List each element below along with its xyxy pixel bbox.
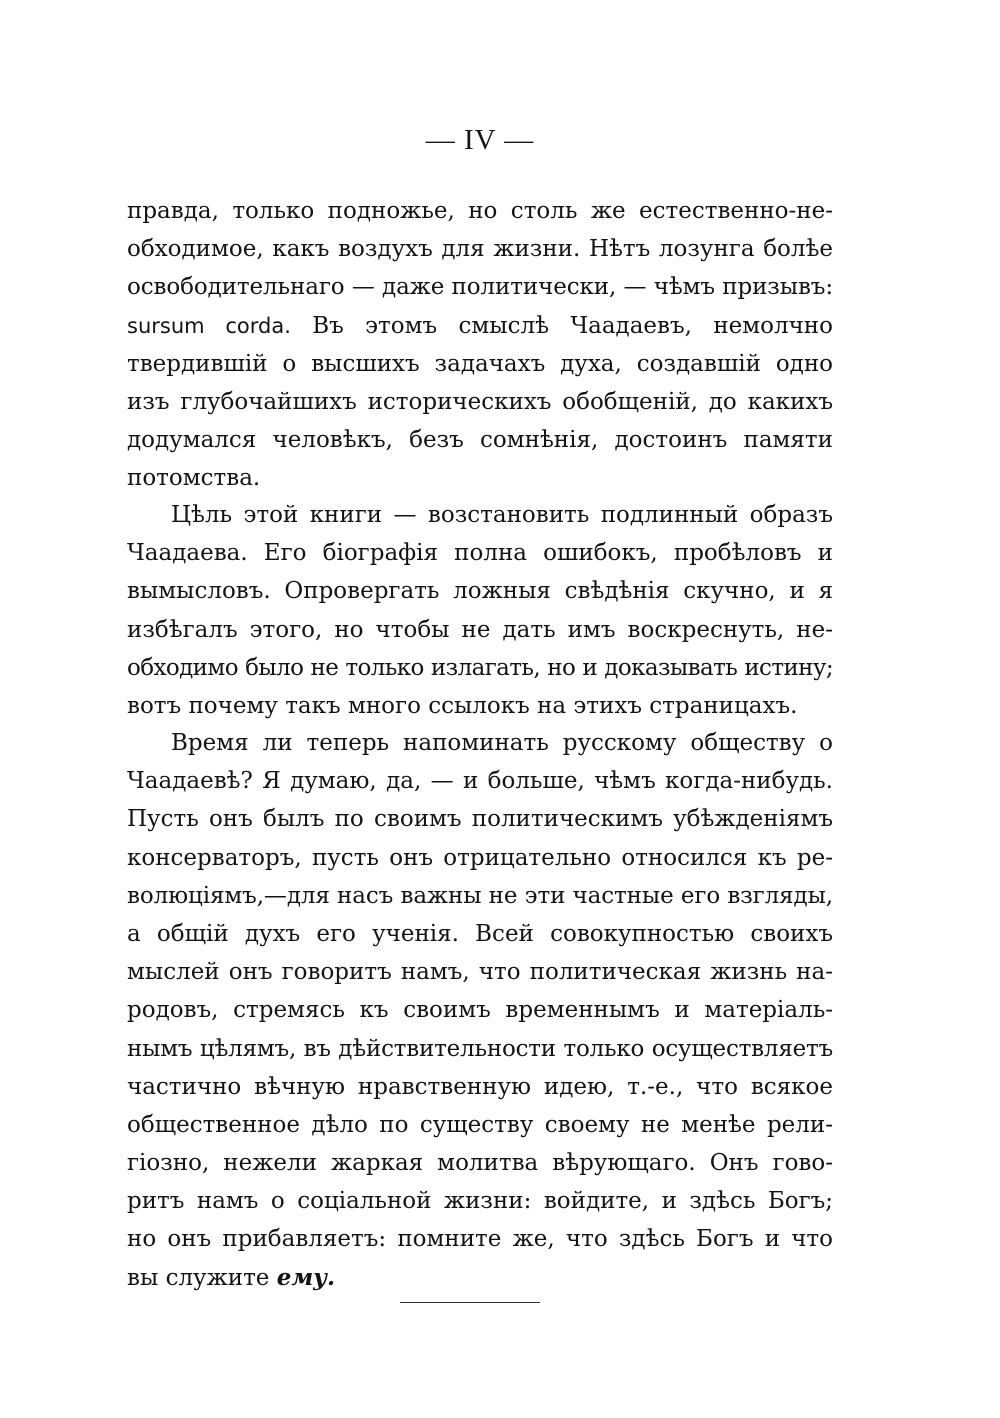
text-line: мыслей онъ говоритъ намъ, что политическая жизнь на- — [127, 959, 833, 986]
text-line: потомства. — [127, 465, 261, 492]
text-line: консерваторъ, пусть онъ отрицательно относился къ ре- — [127, 844, 833, 871]
text-line: гіозно, нежели жаркая молитва вѣрующаго. Онъ гово- — [127, 1150, 833, 1177]
text-line: нымъ цѣлямъ, въ дѣйствительности только осуществляетъ — [127, 1035, 833, 1062]
text-line: обходимо было не только излагать, но и доказывать истину; — [127, 654, 833, 681]
text-line: изъ глубочайшихъ историческихъ обобщеній, до какихъ — [127, 388, 833, 415]
page-number: — IV — — [425, 124, 535, 156]
latin-phrase: sursum corda. — [127, 313, 291, 338]
paragraph-2 — [127, 496, 833, 725]
paragraph-3 — [127, 724, 833, 1297]
text-line: твердившій о высшихъ задачахъ духа, создавшій одно — [127, 350, 833, 377]
text-line: вымысловъ. Опровергать ложныя свѣдѣнія скучно, и я — [127, 578, 833, 605]
text-line: освободительнаго — даже политически, — чѣмъ призывъ: — [127, 274, 833, 301]
text-line: додумался человѣкъ, безъ сомнѣнія, достоинъ памяти — [127, 427, 833, 454]
end-divider — [400, 1302, 540, 1303]
text-line: вотъ почему такъ много ссылокъ на этихъ страницахъ. — [127, 692, 798, 719]
text-line: sursum corda. Въ этомъ смыслѣ Чаадаевъ, немолчно — [127, 312, 833, 339]
text-line: Пусть онъ былъ по своимъ политическимъ убѣжденіямъ — [127, 806, 833, 833]
text-line: правда, только подножье, но столь же естественно-не- — [127, 198, 833, 224]
emphasis-word: ему. — [276, 1263, 335, 1291]
text-line: обходимое, какъ воздухъ для жизни. Нѣтъ лозунга болѣе — [127, 236, 833, 263]
text-line: Чаадаевѣ? Я думаю, да, — и больше, чѣмъ когда-нибудь. — [127, 768, 833, 795]
paragraph-1 — [127, 192, 833, 498]
text-line: Чаадаева. Его біографія полна ошибокъ, пробѣловъ и — [127, 540, 833, 567]
text-line: ритъ намъ о соціальной жизни: войдите, и здѣсь Богъ; — [127, 1188, 833, 1215]
text-line: Время ли теперь напоминать русскому обществу о — [171, 730, 833, 756]
text-line: а общій духъ его ученія. Всей совокупностью своихъ — [127, 920, 833, 947]
text-line: общественное дѣло по существу своему не менѣе рели- — [127, 1111, 833, 1138]
text-line: но онъ прибавляетъ: помните же, что здѣсь Богъ и что — [127, 1226, 833, 1253]
last-line-text: вы служите — [127, 1264, 270, 1291]
text-line: волюціямъ,—для насъ важны не эти частные его взгляды, — [127, 882, 833, 909]
last-line — [127, 1259, 833, 1297]
text-line: родовъ, стремясь къ своимъ временнымъ и матеріаль- — [127, 997, 833, 1024]
text-line: избѣгалъ этого, но чтобы не дать имъ воскреснуть, не- — [127, 616, 833, 643]
text-line: частично вѣчную нравственную идею, т.-е., что всякое — [127, 1073, 833, 1100]
text-line: Цѣль этой книги — возстановить подлинный образъ — [171, 502, 833, 528]
